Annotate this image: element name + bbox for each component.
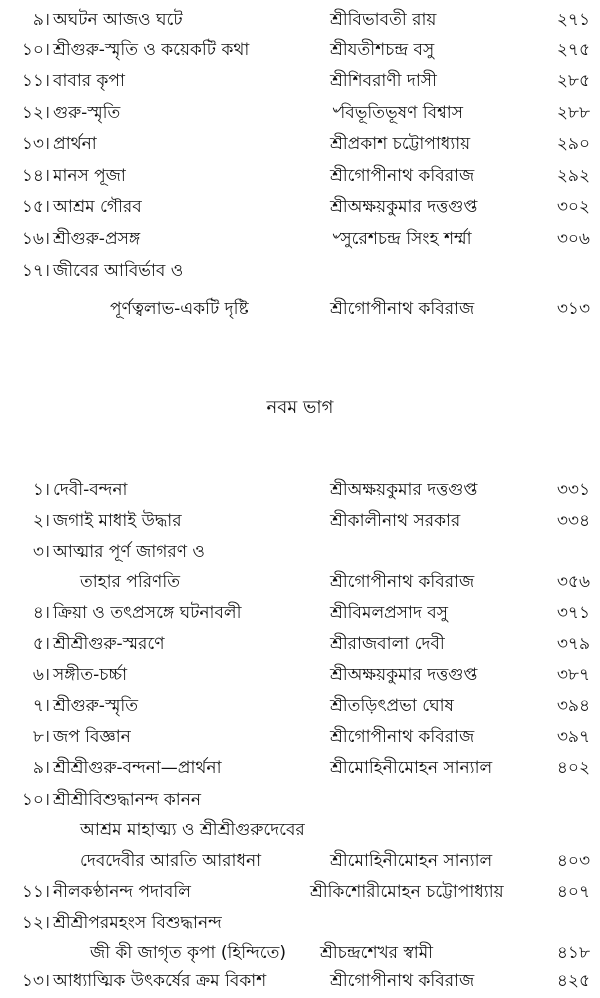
- toc-entry: [0, 691, 600, 721]
- entry-number: ১১।: [21, 882, 50, 902]
- entry-author: শ্রীরাজবালা দেবী: [330, 634, 445, 654]
- entry-title: শ্রীশ্রীগুরু-বন্দনা—প্রার্থনা: [53, 758, 222, 778]
- entry-author: শ্রীঅক্ষয়কুমার দত্তগুপ্ত: [330, 480, 478, 500]
- entry-title: শ্রীগুরু-স্মৃতি: [53, 696, 138, 716]
- entry-author: শ্রীযতীশচন্দ্র বসু: [330, 40, 435, 60]
- toc-entry: [0, 877, 600, 907]
- entry-title: আধ্যাত্মিক উৎকর্ষের ক্রম বিকাশ: [53, 971, 267, 991]
- toc-entry: [0, 66, 600, 96]
- entry-author: শ্রীঅক্ষয়কুমার দত্তগুপ্ত: [330, 665, 478, 685]
- entry-title: জপ বিজ্ঞান: [53, 727, 131, 747]
- entry-page: ৪০২: [556, 758, 590, 778]
- entry-author: শ্রীগোপীনাথ কবিরাজ: [330, 299, 475, 319]
- entry-author: শ্রীপ্রকাশ চট্টোপাধ্যায়: [330, 134, 471, 154]
- entry-author: শ্রীকিশোরীমোহন চট্টোপাধ্যায়: [310, 882, 504, 902]
- entry-page: ২৮৮: [556, 103, 590, 123]
- entry-number: ১৭।: [21, 261, 50, 281]
- entry-title: ক্রিয়া ও তৎপ্রসঙ্গে ঘটনাবলী: [53, 603, 242, 623]
- entry-number: ২।: [32, 511, 50, 531]
- entry-number: ৯।: [32, 10, 50, 30]
- entry-page: ৩৭৯: [556, 634, 590, 654]
- entry-number: ৯।: [32, 758, 50, 778]
- entry-page: ২৭১: [556, 10, 590, 30]
- entry-page: ৩৯৪: [556, 696, 590, 716]
- entry-title-continued: তাহার পরিণতি: [80, 572, 180, 592]
- entry-page: ৩৫৬: [556, 572, 590, 592]
- toc-entry: [0, 98, 600, 128]
- entry-author: শ্রীগোপীনাথ কবিরাজ: [330, 166, 475, 186]
- toc-entry: [0, 598, 600, 628]
- entry-title: দেবী-বন্দনা: [53, 480, 128, 500]
- entry-page: ২৮৫: [556, 71, 590, 91]
- entry-page: ৩০৬: [556, 229, 590, 249]
- entry-number: ৭।: [32, 696, 50, 716]
- entry-page: ৩৩৪: [556, 511, 590, 531]
- entry-author: ৺বিভূতিভূষণ বিশ্বাস: [330, 103, 463, 123]
- entry-title: শ্রীগুরু-প্রসঙ্গ: [53, 229, 141, 249]
- toc-entry-continuation: [0, 846, 600, 876]
- entry-page: ৪২৫: [556, 971, 590, 991]
- toc-entry: [0, 192, 600, 222]
- part-heading: নবম ভাগ: [266, 397, 334, 418]
- entry-number: ১৪।: [21, 166, 50, 186]
- entry-page: ৪১৮: [556, 943, 590, 963]
- toc-entry: [0, 475, 600, 505]
- entry-number: ১।: [32, 480, 50, 500]
- entry-author: শ্রীচন্দ্রশেখর স্বামী: [320, 943, 433, 963]
- toc-entry: [0, 256, 600, 286]
- toc-entry-continuation: [0, 815, 600, 845]
- entry-author: শ্রীতড়িৎপ্রভা ঘোষ: [330, 696, 454, 716]
- toc-entry: [0, 35, 600, 65]
- entry-number: ৫।: [32, 634, 50, 654]
- entry-page: ৩৩১: [556, 480, 590, 500]
- toc-entry-continuation: [0, 938, 600, 968]
- entry-number: ১৬।: [21, 229, 50, 249]
- entry-title: শ্রীগুরু-স্মৃতি ও কয়েকটি কথা: [53, 40, 250, 60]
- entry-author: শ্রীগোপীনাথ কবিরাজ: [330, 727, 475, 747]
- entry-author: শ্রীমোহিনীমোহন সান্যাল: [330, 758, 493, 778]
- entry-number: ১২।: [21, 103, 50, 123]
- toc-entry: [0, 161, 600, 191]
- entry-number: ১২।: [21, 913, 50, 933]
- entry-number: ১৩।: [21, 134, 50, 154]
- entry-number: ১৫।: [21, 197, 50, 217]
- toc-entry: [0, 660, 600, 690]
- entry-author: শ্রীঅক্ষয়কুমার দত্তগুপ্ত: [330, 197, 478, 217]
- entry-page: ৩১৩: [556, 299, 590, 319]
- entry-author: শ্রীগোপীনাথ কবিরাজ: [330, 971, 475, 991]
- entry-title: জীবের আবির্ভাব ও: [53, 261, 184, 281]
- entry-page: ৩৯৭: [556, 727, 590, 747]
- toc-entry: [0, 506, 600, 536]
- entry-title: বাবার কৃপা: [53, 71, 125, 91]
- entry-title-continued: আশ্রম মাহাত্ম্য ও শ্রীশ্রীগুরুদেবের: [80, 820, 305, 840]
- entry-number: ৬।: [32, 665, 50, 685]
- toc-entry: [0, 908, 600, 938]
- entry-title: শ্রীশ্রীবিশুদ্ধানন্দ কানন: [53, 790, 202, 810]
- entry-title: নীলকণ্ঠানন্দ পদাবলি: [53, 882, 191, 902]
- toc-entry: [0, 966, 600, 996]
- entry-number: ৩।: [32, 542, 50, 562]
- entry-title: গুরু-স্মৃতি: [53, 103, 121, 123]
- entry-author: শ্রীশিবরাণী দাসী: [330, 71, 437, 91]
- toc-entry: [0, 224, 600, 254]
- entry-title: আশ্রম গৌরব: [53, 197, 142, 217]
- entry-page: ২৭৫: [556, 40, 590, 60]
- entry-author: শ্রীবিভাবতী রায়: [330, 10, 437, 30]
- entry-title: অঘটন আজও ঘটে: [53, 10, 183, 30]
- toc-entry: [0, 5, 600, 35]
- entry-number: ১৩।: [21, 971, 50, 991]
- entry-title: আত্মার পূর্ণ জাগরণ ও: [53, 542, 205, 562]
- entry-title: সঙ্গীত-চর্চ্চা: [53, 665, 128, 685]
- entry-title-continued: দেবদেবীর আরতি আরাধনা: [80, 851, 262, 871]
- entry-author: ৺সুরেশচন্দ্র সিংহ শর্ম্মা: [330, 229, 472, 249]
- toc-entry: [0, 722, 600, 752]
- toc-entry: [0, 129, 600, 159]
- entry-number: ৪।: [32, 603, 50, 623]
- entry-title-continued: পূর্ণত্বলাভ-একটি দৃষ্টি: [110, 299, 249, 319]
- toc-entry-continuation: [0, 294, 600, 324]
- toc-entry: [0, 537, 600, 567]
- toc-entry: [0, 629, 600, 659]
- toc-entry: [0, 785, 600, 815]
- entry-title: জগাই মাধাই উদ্ধার: [53, 511, 182, 531]
- entry-page: ৪০৭: [556, 882, 590, 902]
- entry-title: শ্রীশ্রীগুরু-স্মরণে: [53, 634, 165, 654]
- entry-number: ৮।: [32, 727, 50, 747]
- entry-number: ১০।: [21, 790, 50, 810]
- entry-page: ৪০৩: [556, 851, 590, 871]
- entry-author: শ্রীকালীনাথ সরকার: [330, 511, 461, 531]
- entry-page: ৩০২: [556, 197, 590, 217]
- entry-author: শ্রীগোপীনাথ কবিরাজ: [330, 572, 475, 592]
- entry-page: ২৯২: [556, 166, 590, 186]
- entry-title: শ্রীশ্রীপরমহংস বিশুদ্ধানন্দ: [53, 913, 222, 933]
- entry-number: ১১।: [21, 71, 50, 91]
- entry-number: ১০।: [21, 40, 50, 60]
- toc-entry-continuation: [0, 567, 600, 597]
- entry-page: ৩৭১: [556, 603, 590, 623]
- entry-title-continued: জী কী জাগৃত কৃপা (হিন্দিতে): [90, 943, 286, 963]
- entry-author: শ্রীমোহিনীমোহন সান্যাল: [330, 851, 493, 871]
- entry-title: প্রার্থনা: [53, 134, 97, 154]
- entry-page: ২৯০: [556, 134, 590, 154]
- entry-page: ৩৮৭: [556, 665, 590, 685]
- entry-author: শ্রীবিমলপ্রসাদ বসু: [330, 603, 448, 623]
- toc-entry: [0, 753, 600, 783]
- entry-title: মানস পূজা: [53, 166, 126, 186]
